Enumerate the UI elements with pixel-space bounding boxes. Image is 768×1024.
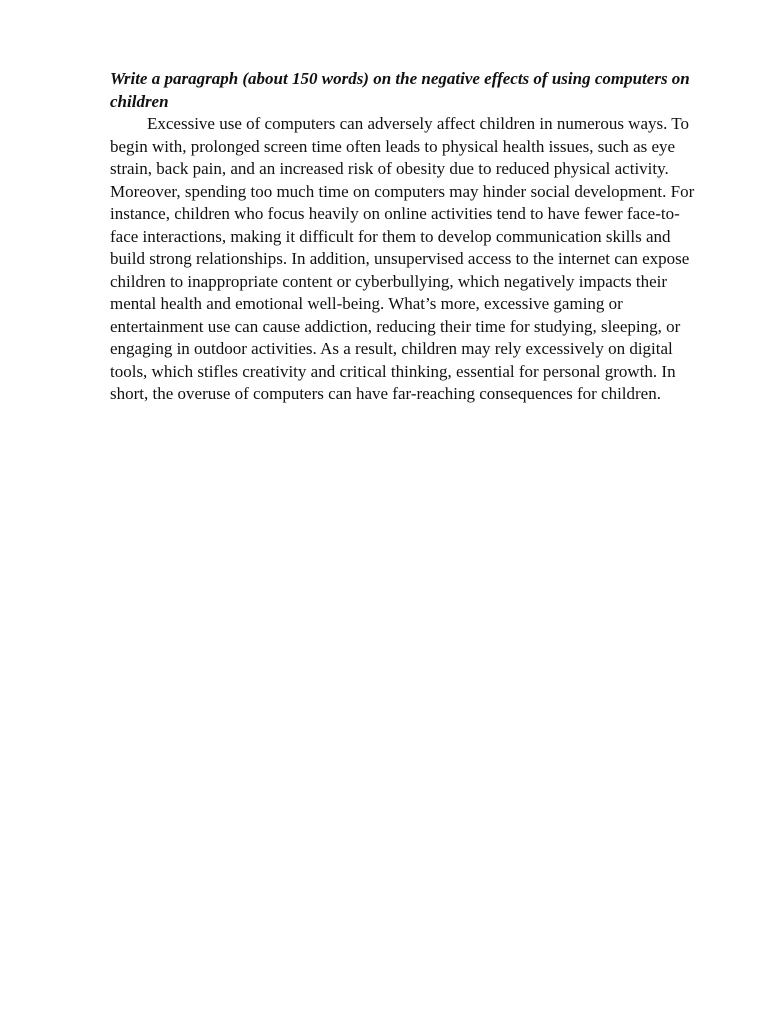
document-title: Write a paragraph (about 150 words) on the negative effects of using computers on children	[110, 69, 690, 111]
body-paragraph: Excessive use of computers can adversely affect children in numerous ways. To begin with, prolonged screen time often leads to physical health issues, such as eye strain, back pain, and an increased risk of obesity due to reduced physical activity. Moreover, spending too much time on computers may hinder social development. For instance, children who focus heavily on online activities tend to have fewer face-to-face interactions, making it difficult for them to develop communication skills and build strong relationships. In addition, unsupervised access to the internet can expose children to inappropriate content or cyberbullying, which negatively impacts their mental health and emotional well-being. What’s more, excessive gaming or entertainment use can cause addiction, reducing their time for studying, sleeping, or engaging in outdoor activities. As a result, children may rely excessively on digital tools, which stifles creativity and critical thinking, essential for personal growth. In short, the overuse of computers can have far-reaching consequences for children.	[110, 114, 695, 403]
document-content	[110, 68, 700, 406]
